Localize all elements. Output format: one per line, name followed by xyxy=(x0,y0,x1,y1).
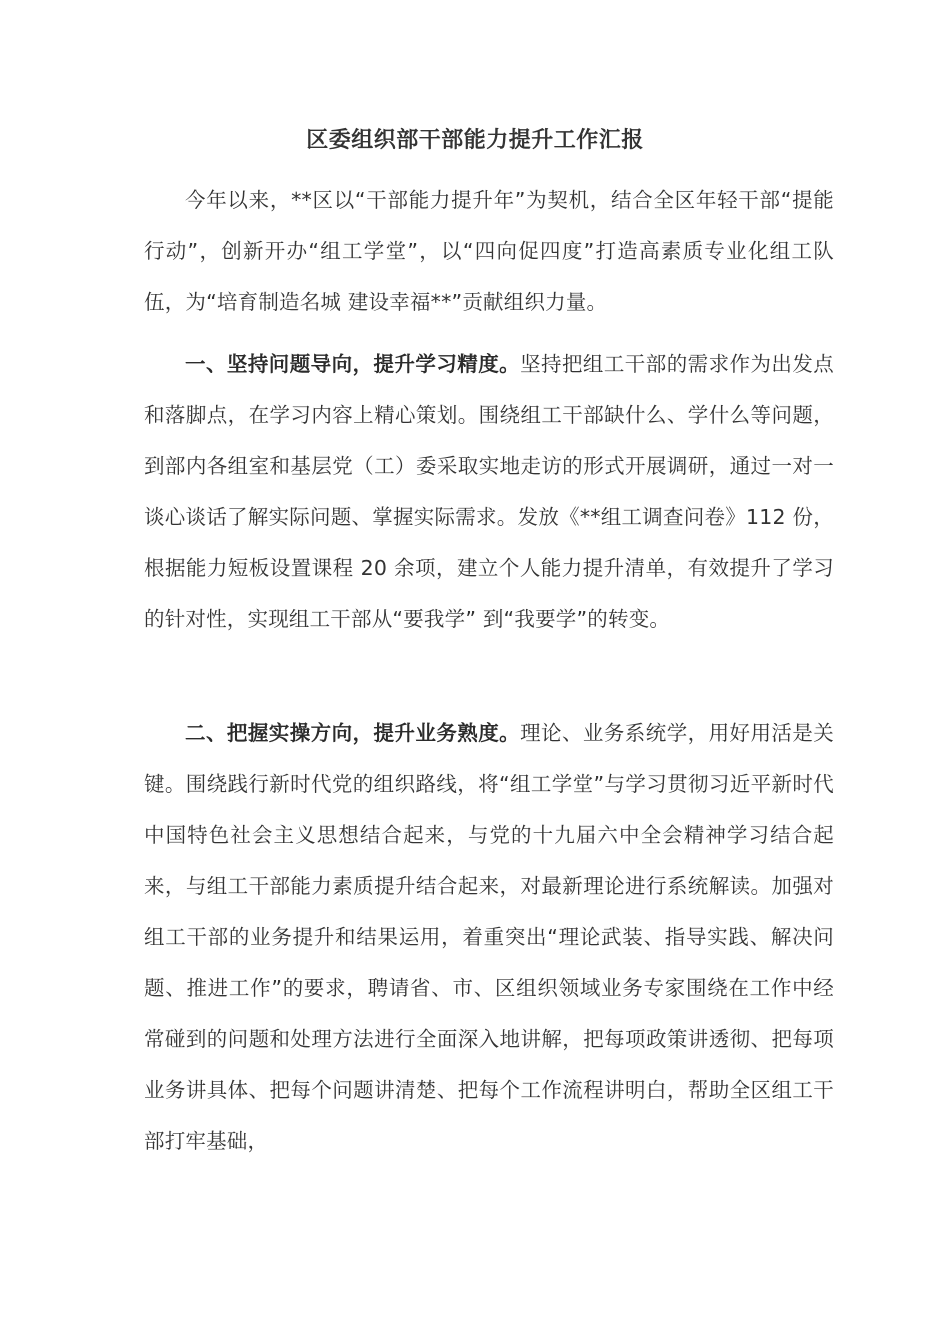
section-two-text: 理论、业务系统学，用好用活是关键。围绕践行新时代党的组织路线，将“组工学堂”与学习贯彻习近平新时代中国特色社会主义思想结合起来，与党的十九届六中全会精神学习结合起来，与组工干部能力素质提升结合起来，对最新理论进行系统解读。加强对组工干部的业务提升和结果运用，着重突出“理论武装、指导实践、解决问题、推进工作”的要求，聘请省、市、区组织领域业务专家围绕在工作中经常碰到的问题和处理方法进行全面深入地讲解，把每项政策讲透彻、把每项业务讲具体、把每个问题讲清楚、把每个工作流程讲明白，帮助全区组工干部打牢基础， xyxy=(144,721,834,1153)
paragraph-section-two xyxy=(144,708,834,1167)
paragraph-section-one xyxy=(144,339,834,645)
section-one-text: 坚持把组工干部的需求作为出发点和落脚点，在学习内容上精心策划。围绕组工干部缺什么、学什么等问题，到部内各组室和基层党（工）委采取实地走访的形式开展调研，通过一对一谈心谈话了解实际问题、掌握实际需求。发放《**组工调查问卷》112 份，根据能力短板设置课程 20 余项，建立个人能力提升清单，有效提升了学习的针对性，实现组工干部从“要我学” 到“我要学”的转变。 xyxy=(144,352,834,631)
document-title: 区委组织部干部能力提升工作汇报 xyxy=(306,128,644,153)
paragraph-intro-text: 今年以来，**区以“干部能力提升年”为契机，结合全区年轻干部“提能行动”，创新开办“组工学堂”，以“四向促四度”打造高素质专业化组工队伍，为“培育制造名城 建设幸福**”贡献组织力量。 xyxy=(144,188,834,314)
section-two-heading: 二、把握实操方向，提升业务熟度。 xyxy=(185,721,521,745)
paragraph-intro xyxy=(144,175,834,328)
section-one-heading: 一、坚持问题导向，提升学习精度。 xyxy=(185,352,521,376)
